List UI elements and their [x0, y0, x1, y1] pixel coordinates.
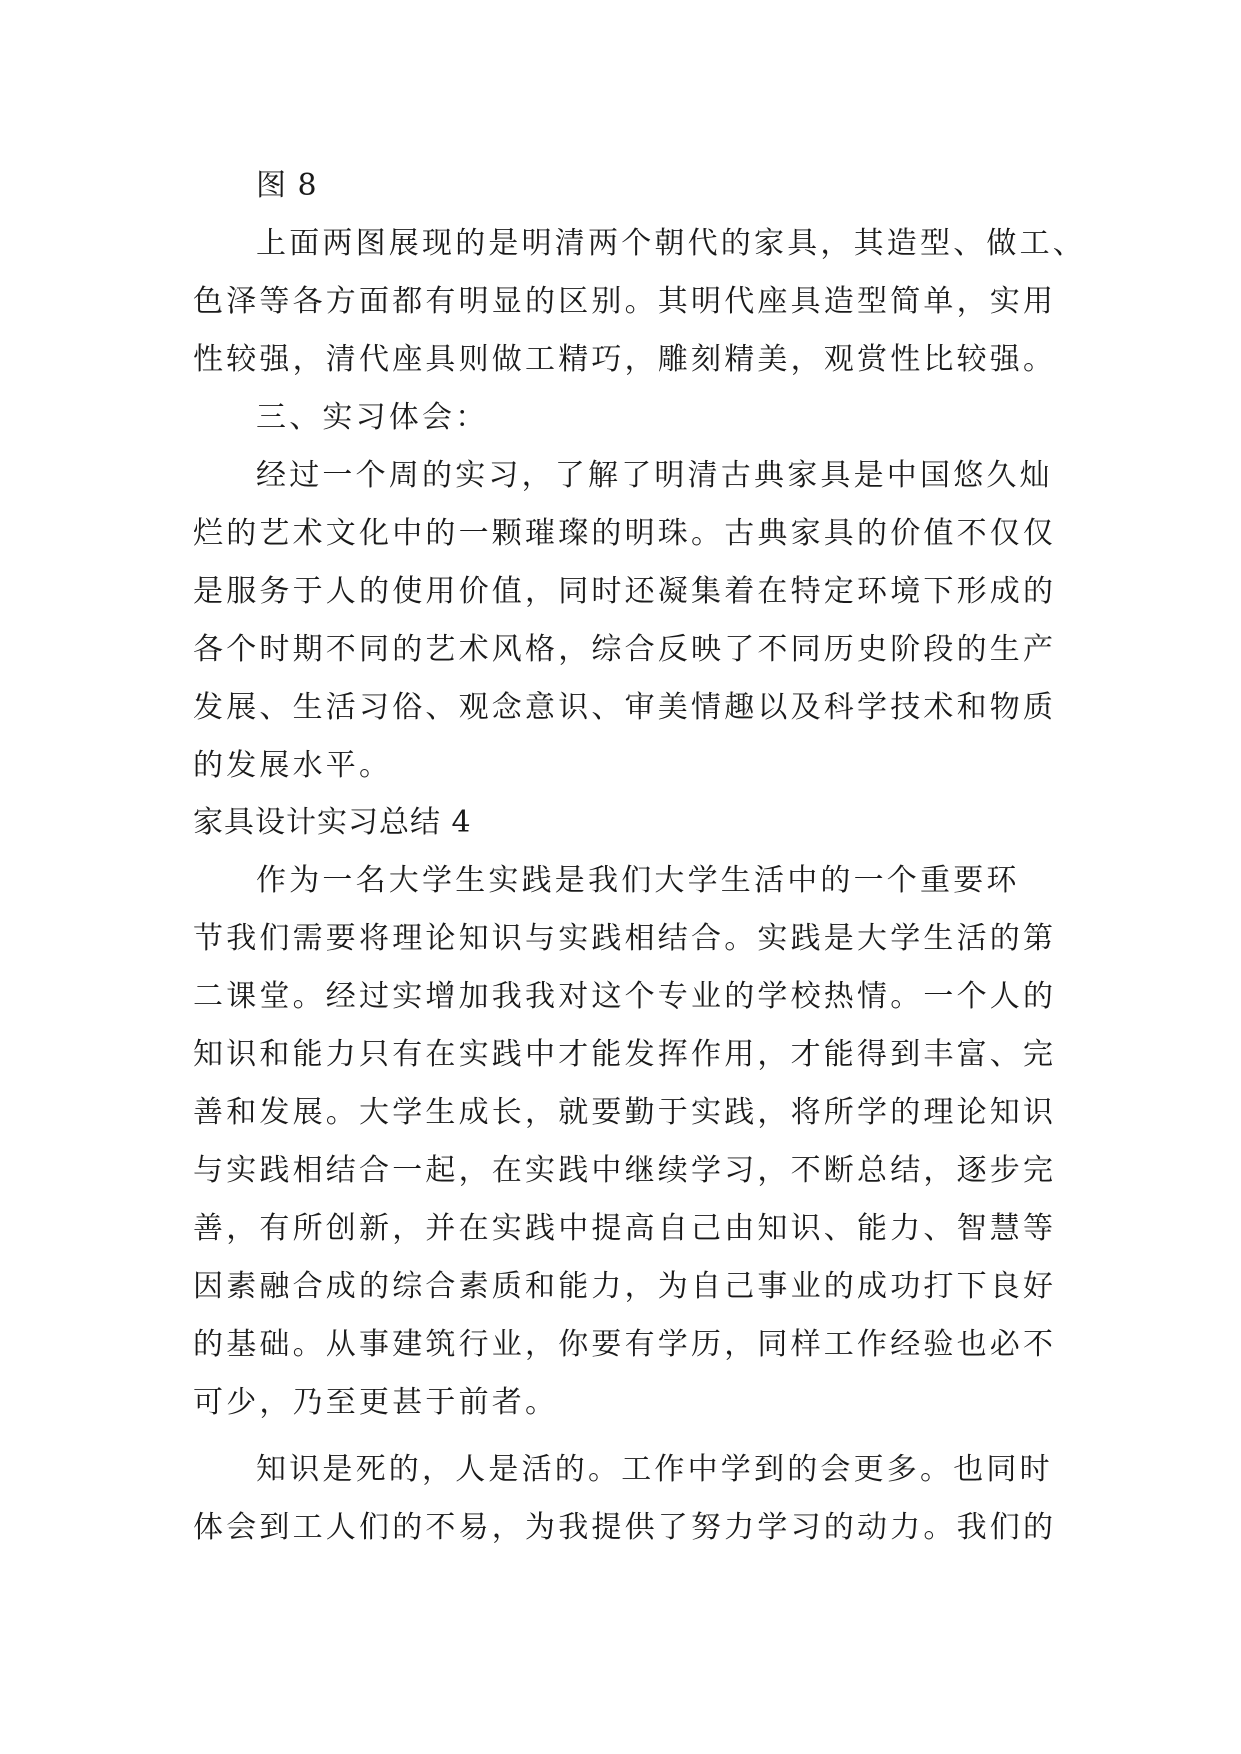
paragraph-1-line-3: 性较强，清代座具则做工精巧，雕刻精美，观赏性比较强。 — [193, 342, 1057, 377]
paragraph-3-line-4: 知识和能力只有在实践中才能发挥作用，才能得到丰富、完 — [193, 1037, 1057, 1072]
figure-caption: 图 8 — [256, 168, 318, 203]
paragraph-3-line-6: 与实践相结合一起，在实践中继续学习，不断总结，逐步完 — [193, 1153, 1057, 1188]
paragraph-2-line-3: 是服务于人的使用价值，同时还凝集着在特定环境下形成的 — [193, 574, 1057, 609]
paragraph-3-line-7: 善，有所创新，并在实践中提高自己由知识、能力、智慧等 — [193, 1211, 1057, 1246]
paragraph-3-line-3: 二课堂。经过实增加我我对这个专业的学校热情。一个人的 — [193, 979, 1057, 1014]
paragraph-2-line-6: 的发展水平。 — [193, 748, 393, 783]
paragraph-3-line-10: 可少，乃至更甚于前者。 — [193, 1385, 559, 1420]
paragraph-4-line-1: 知识是死的，人是活的。工作中学到的会更多。也同时 — [256, 1452, 1053, 1487]
paragraph-2-line-1: 经过一个周的实习，了解了明清古典家具是中国悠久灿 — [256, 458, 1053, 493]
section-heading: 三、实习体会： — [256, 400, 489, 435]
paragraph-1-line-2: 色泽等各方面都有明显的区别。其明代座具造型简单，实用 — [193, 284, 1057, 319]
paragraph-2-line-4: 各个时期不同的艺术风格，综合反映了不同历史阶段的生产 — [193, 632, 1057, 667]
paragraph-2-line-5: 发展、生活习俗、观念意识、审美情趣以及科学技术和物质 — [193, 690, 1057, 725]
paragraph-3-line-2: 节我们需要将理论知识与实践相结合。实践是大学生活的第 — [193, 921, 1057, 956]
paragraph-4-line-2: 体会到工人们的不易，为我提供了努力学习的动力。我们的 — [193, 1510, 1057, 1545]
paragraph-3-line-5: 善和发展。大学生成长，就要勤于实践，将所学的理论知识 — [193, 1095, 1057, 1130]
paragraph-3-line-8: 因素融合成的综合素质和能力，为自己事业的成功打下良好 — [193, 1269, 1057, 1304]
paragraph-1-line-1: 上面两图展现的是明清两个朝代的家具，其造型、做工、 — [256, 226, 1086, 261]
paragraph-3-line-9: 的基础。从事建筑行业，你要有学历，同样工作经验也必不 — [193, 1327, 1057, 1362]
summary-title: 家具设计实习总结 4 — [193, 805, 472, 840]
paragraph-2-line-2: 烂的艺术文化中的一颗璀璨的明珠。古典家具的价值不仅仅 — [193, 516, 1057, 551]
paragraph-3-line-1: 作为一名大学生实践是我们大学生活中的一个重要环 — [256, 863, 1020, 898]
